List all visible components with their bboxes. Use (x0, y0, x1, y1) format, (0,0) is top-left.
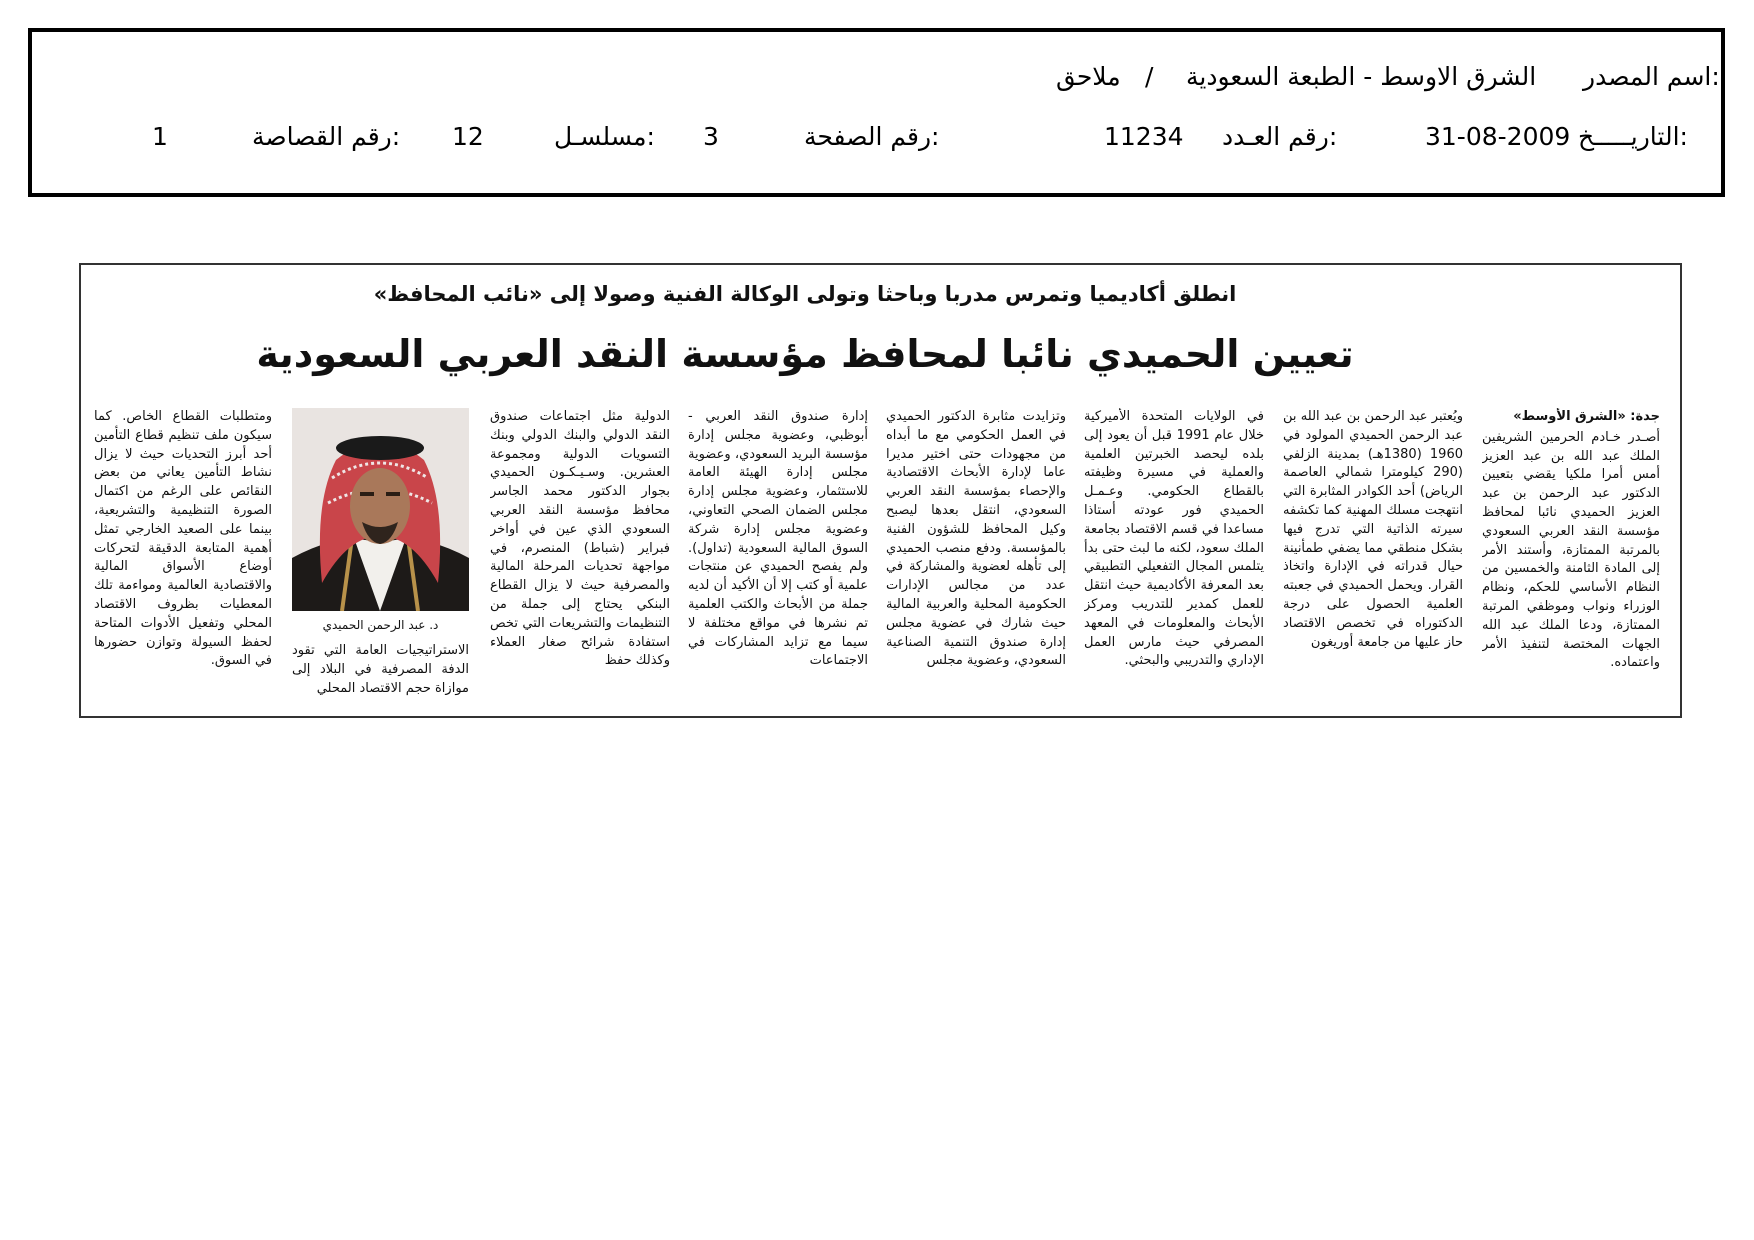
date-value: 31-08-2009 (1425, 122, 1571, 151)
column-text: ويُعتبر عبد الرحمن بن عبد الله بن عبد الرحمن الحميدي المولود في 1960 (1380هـ) بمدينة الزلفي (290 كيلومترا شمالي العاصمة الرياض) أحد الكوادر المثابرة التي انتهجت مسلك المهنية كما تكشفه سيرته الذاتية التي تدرج فيها بشكل منطقي مما يضفي طمأنينة حيال قدراته في الإدارة واتخاذ القرار. ويحمل الحميدي في جعبته العلمية الحصول على درجة الدكتوراه في تخصص الاقتصاد حاز عليها من جامعة أوريغون (1283, 409, 1463, 650)
article-column-1 (1482, 408, 1660, 706)
source-label: اسم المصدر: (1583, 62, 1720, 91)
section-value: ملاحق (1056, 62, 1121, 91)
page-label: رقم الصفحة: (804, 122, 940, 151)
article-column-5 (688, 408, 868, 706)
article-column-2 (1283, 408, 1463, 706)
serial-value: 12 (452, 122, 484, 151)
article-column-6 (490, 408, 670, 706)
source-separator: / (1145, 62, 1154, 91)
date-label: التاريـــــخ: (1578, 122, 1688, 151)
photo-caption: د. عبد الرحمن الحميدي (322, 618, 439, 632)
source-value: الشرق الاوسط - الطبعة السعودية (1186, 62, 1537, 91)
column-text: في الولايات المتحدة الأميركية خلال عام 1991 قبل أن يعود إلى بلده ليحصد الخبرتين العلمية والعملية في مسيرة وظيفته بالقطاع الحكومي. وعـمـل الحميدي فور عودته أستاذا مساعدا في قسم الاقتصاد بجامعة الملك سعود، لكنه ما لبث حتى بدأ يتلمس المجال التفعيلي التطبيقي بعد المعرفة الأكاديمية حيث انتقل للعمل كمدير للتدريب ومركز الأبحاث والمعلومات في المعهد المصرفي حيث مارس العمل الإداري والتدريبي والبحثي. (1084, 409, 1264, 669)
page-value: 3 (703, 122, 719, 151)
column-text: الاستراتيجيات العامة التي تقود الدفة المصرفية في البلاد إلى موازاة حجم الاقتصاد المحلي (292, 643, 469, 696)
clip-value: 1 (152, 122, 168, 151)
column-text: أصـدر خـادم الحرمين الشريفين الملك عبد الله بن عبد العزيز أمس أمرا ملكيا يقضي بتعيين الدكتور عبد الرحمن بن عبد العزيز الحميدي نائبا لمحافظ مؤسسة النقد العربي السعودي بالمرتبة الممتازة، وأستند الأمر إلى المادة الثامنة والخمسين من النظام الأساسي للحكم، ونظام الوزراء ونواب وموظفي المرتبة الممتازة، ودعا الملك عبد الله الجهات المختصة لتنفيذ الأمر واعتماده. (1482, 429, 1660, 671)
article-kicker: انطلق أكاديميا وتمرس مدربا وباحثا وتولى الوكالة الفنية وصولا إلى «نائب المحافظ» (373, 282, 1237, 306)
column-text: وتزايدت مثابرة الدكتور الحميدي في العمل الحكومي مع ما أبداه من مجهودات حتى اختير مديرا عاما لإدارة الأبحاث الاقتصادية والإحصاء بمؤسسة النقد العربي السعودي، انتقل بعدها ليصبح وكيل المحافظ للشؤون الفنية بالمؤسسة. ودفع منصب الحميدي إلى تأهله لعضوية والمشاركة في عدد من مجالس الإدارات الحكومية المحلية والعربية المالية حيث شارك في عضوية مجلس إدارة صندوق التنمية الصناعية السعودي، وعضوية مجلس (886, 409, 1066, 669)
article-dateline: جدة: «الشرق الأوسط» (1513, 409, 1660, 424)
issue-value: 11234 (1104, 122, 1184, 151)
column-text: الدولية مثل اجتماعات صندوق النقد الدولي والبنك الدولي وبنك التسويات الدولية ومجموعة العشرين. وسـيـكـون الحميدي بجوار الدكتور محمد الجاسر محافظ مؤسسة النقد العربي السعودي الذي عين في أواخر فبراير (شباط) المنصرم، في مواجهة تحديات المرحلة المالية والمصرفية حيث لا يزال القطاع البنكي يحتاج إلى جملة من التنظيمات والتشريعات التي تخص استفادة شرائح صغار العملاء وكذلك حفظ (490, 409, 670, 669)
article-column-7 (292, 642, 469, 706)
source-metadata-box (28, 28, 1725, 197)
column-text: ومتطلبات القطاع الخاص. كما سيكون ملف تنظيم قطاع التأمين أحد أبرز التحديات حيث لا يزال نشاط التأمين يعاني من بعض النقائص على الرغم من اكتمال الصورة التنظيمية والتشريعية، بينما على الصعيد الخارجي تمثل أهمية المتابعة الدقيقة لتحركات أوضاع الأسواق المالية والاقتصادية العالمية ومواءمة تلك المعطيات بظروف الاقتصاد المحلي وتفعيل الأدوات المتاحة لحفظ السيولة وتوازن حضورها في السوق. (94, 409, 272, 669)
article-headline: تعيين الحميدي نائبا لمحافظ مؤسسة النقد العربي السعودية (256, 332, 1354, 376)
serial-label: مسلسـل: (554, 122, 655, 151)
article-column-4 (886, 408, 1066, 706)
portrait-illustration (292, 408, 469, 611)
portrait-photo (292, 408, 469, 611)
article-column-8 (94, 408, 272, 706)
article-column-3 (1084, 408, 1264, 706)
column-text: إدارة صندوق النقد العربي - أبوظبي، وعضوية مجلس إدارة مؤسسة البريد السعودي، وعضوية مجلس إدارة الهيئة العامة للاستثمار، وعضوية مجلس إدارة مجلس الضمان الصحي التعاوني، وعضوية مجلس إدارة شركة السوق المالية السعودية (تداول). ولم يفصح الحميدي عن منتجات علمية أو كتب إلا أن الأكيد أن لديه جملة من الأبحاث والكتب العلمية تم نشرها في مواقع مختلفة لا سيما مع تزايد المشاركات في الاجتماعات (688, 409, 868, 669)
clip-label: رقم القصاصة: (252, 122, 401, 151)
issue-label: رقم العـدد: (1222, 122, 1338, 151)
